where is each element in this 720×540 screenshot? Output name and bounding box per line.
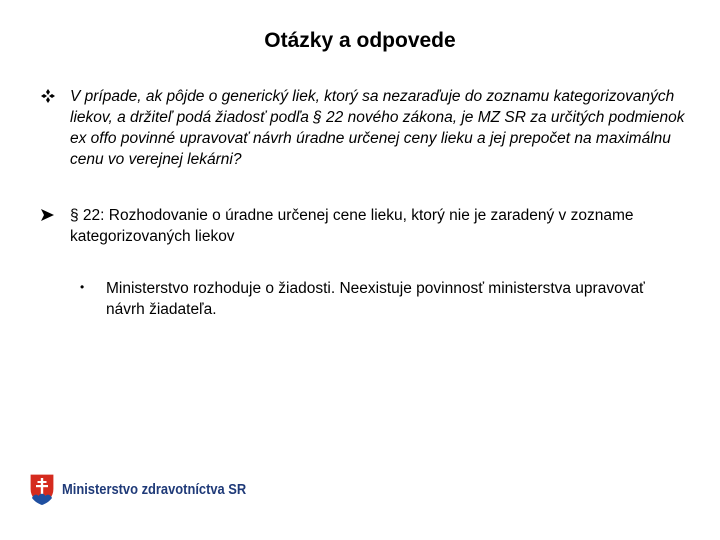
ministry-name: Ministerstvo zdravotníctva SR [62,480,247,498]
ministry-logo [28,472,276,506]
sub-answer-text: Ministerstvo rozhoduje o žiadosti. Neexistuje povinnosť ministerstva upravovať návrh žiadateľa. [106,280,645,318]
arrow-bullet-icon [40,207,56,228]
slide-title: Otázky a odpovede [264,29,456,52]
question-text: V prípade, ak pôjde o generický liek, ktorý sa nezaraďuje do zoznamu kategorizovaných liekov, a držiteľ podá žiadosť podľa § 22 nového zákona, je MZ SR za určitých podmienok ex offo povinné upravovať návrh úradne určenej ceny lieku a jej prepočet na maximálnu cenu vo verejnej lekárni? [70,88,685,168]
dot-bullet-icon: • [80,280,85,294]
slovak-coat-of-arms-icon [28,472,56,506]
diamond-bullet-icon [40,88,56,109]
answer-text: § 22: Rozhodovanie o úradne určenej cene lieku, ktorý nie je zaradený v zozname kategorizovaných liekov [70,207,634,245]
